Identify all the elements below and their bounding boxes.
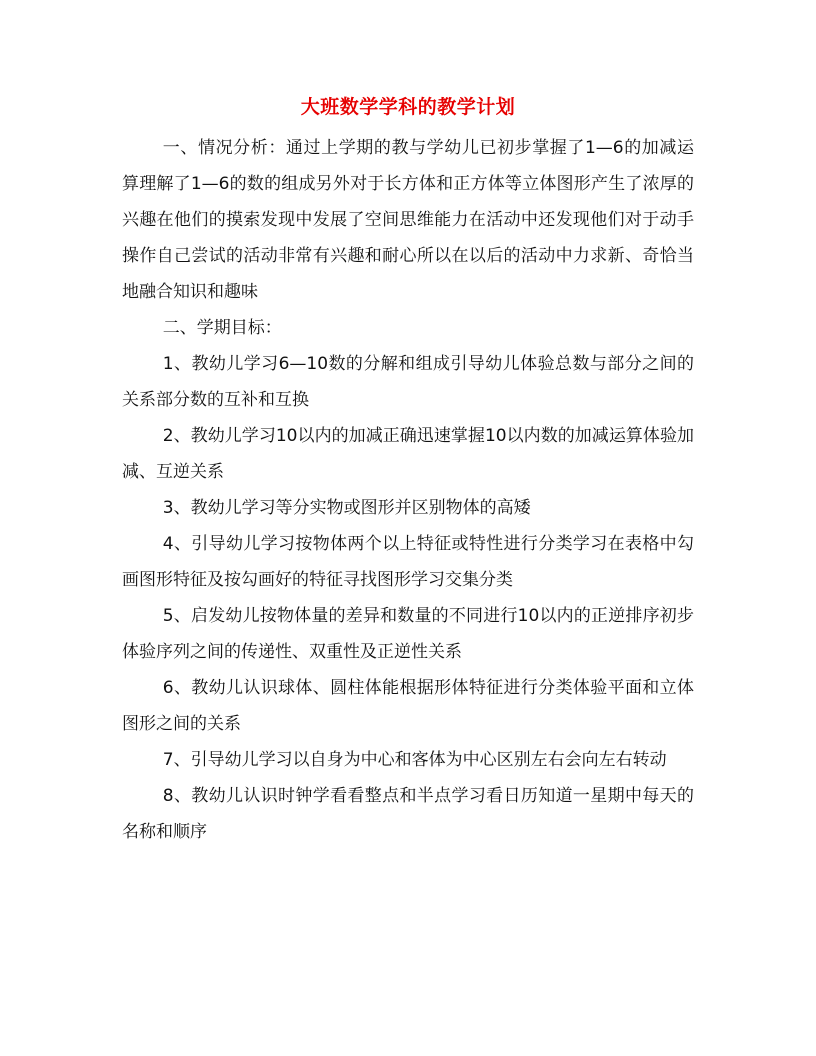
- paragraph-goal-5: 5、启发幼儿按物体量的差异和数量的不同进行10以内的正逆排序初步体验序列之间的传递性、双重性及正逆性关系: [122, 606, 694, 662]
- paragraph-situation-analysis: 一、情况分析：通过上学期的教与学幼儿已初步掌握了1—6的加减运算理解了1—6的数的组成另外对于长方体和正方体等立体图形产生了浓厚的兴趣在他们的摸索发现中发展了空间思维能力在活动中还发现他们对于动手操作自己尝试的活动非常有兴趣和耐心所以在以后的活动中力求新、奇恰当地融合知识和趣味: [122, 138, 694, 302]
- paragraph-goal-4: 4、引导幼儿学习按物体两个以上特征或特性进行分类学习在表格中勾画图形特征及按勾画好的特征寻找图形学习交集分类: [122, 534, 694, 590]
- document-body: [122, 130, 694, 850]
- document-title: 大班数学学科的教学计划: [300, 96, 516, 118]
- paragraph-semester-goals-heading: 二、学期目标：: [162, 318, 282, 338]
- paragraph-goal-6: 6、教幼儿认识球体、圆柱体能根据形体特征进行分类体验平面和立体图形之间的关系: [122, 678, 694, 734]
- paragraph-goal-3: 3、教幼儿学习等分实物或图形并区别物体的高矮: [162, 498, 531, 518]
- paragraph-goal-1: 1、教幼儿学习6—10数的分解和组成引导幼儿体验总数与部分之间的关系部分数的互补和互换: [122, 354, 694, 410]
- paragraph-goal-7: 7、引导幼儿学习以自身为中心和客体为中心区别左右会向左右转动: [162, 750, 667, 770]
- paragraph-goal-8: 8、教幼儿认识时钟学看看整点和半点学习看日历知道一星期中每天的名称和顺序: [122, 786, 694, 842]
- paragraph-goal-2: 2、教幼儿学习10以内的加减正确迅速掌握10以内数的加减运算体验加减、互逆关系: [122, 426, 694, 482]
